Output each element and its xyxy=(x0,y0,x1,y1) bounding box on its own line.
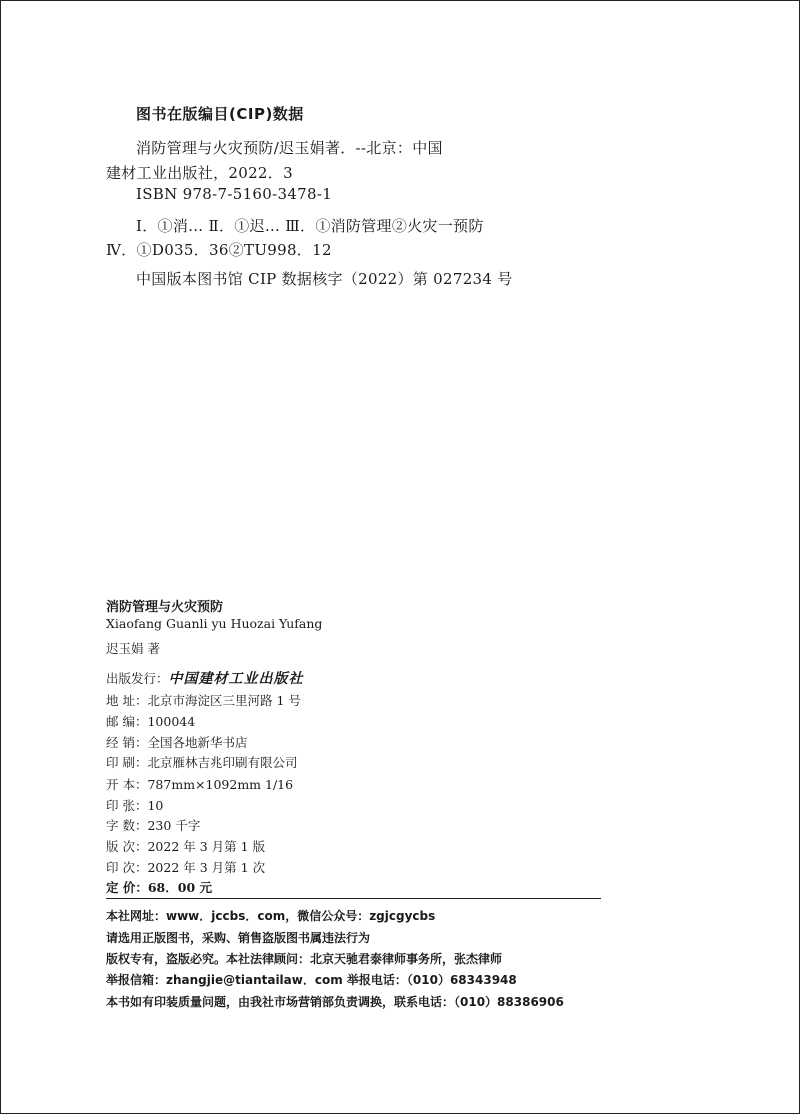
printer-label: 印 刷： xyxy=(106,755,148,770)
format-value: 787mm×1092mm 1/16 xyxy=(147,777,294,792)
cip-citation-line-2: 建材工业出版社，2022．3 xyxy=(106,164,293,182)
printing-label: 印 次： xyxy=(106,860,148,875)
cip-classification-2: Ⅳ．①D035．36②TU998．12 xyxy=(106,241,332,259)
address-label: 地 址： xyxy=(106,693,148,708)
sheets-row xyxy=(106,796,163,814)
report-notice: 举报信箱：zhangjie@tiantailaw．com 举报电话：（010）68343948 xyxy=(106,973,517,987)
publisher-row xyxy=(106,668,304,688)
format-row xyxy=(106,775,293,793)
quality-notice: 本书如有印装质量问题，由我社市场营销部负责调换，联系电话：（010）88386906 xyxy=(106,995,564,1009)
address-value: 北京市海淀区三里河路 1 号 xyxy=(147,693,301,708)
cip-isbn: ISBN 978-7-5160-3478-1 xyxy=(136,185,333,203)
divider-line xyxy=(106,898,601,899)
book-pinyin-title: Xiaofang Guanli yu Huozai Yufang xyxy=(106,616,323,631)
words-label: 字 数： xyxy=(106,818,148,833)
price-row xyxy=(106,878,212,896)
sheets-label: 印 张： xyxy=(106,798,148,813)
edition-value: 2022 年 3 月第 1 版 xyxy=(147,839,266,854)
price-label: 定 价： xyxy=(106,880,148,895)
publisher-logo: 中国建材工业出版社 xyxy=(168,671,304,687)
distributor-value: 全国各地新华书店 xyxy=(147,735,248,750)
sheets-value: 10 xyxy=(147,798,164,813)
format-label: 开 本： xyxy=(106,777,148,792)
printer-value: 北京雁林吉兆印刷有限公司 xyxy=(147,755,298,770)
cip-classification-1: Ⅰ．①消… Ⅱ．①迟… Ⅲ．①消防管理②火灾一预防 xyxy=(136,217,484,235)
words-value: 230 千字 xyxy=(147,818,201,833)
book-title: 消防管理与火灾预防 xyxy=(106,600,224,615)
edition-label: 版 次： xyxy=(106,839,148,854)
distributor-label: 经 销： xyxy=(106,735,148,750)
distributor-row xyxy=(106,733,248,751)
cip-title: 图书在版编目(CIP)数据 xyxy=(136,105,304,123)
printing-value: 2022 年 3 月第 1 次 xyxy=(147,860,266,875)
printer-row xyxy=(106,753,298,771)
copyright-notice: 版权专有，盗版必究。本社法律顾问：北京天驰君泰律师事务所，张杰律师 xyxy=(106,952,503,966)
words-row xyxy=(106,816,200,834)
website-notice: 本社网址：www．jccbs．com，微信公众号：zgjcgycbs xyxy=(106,909,436,923)
price-value: 68．00 元 xyxy=(147,880,213,895)
printing-row xyxy=(106,858,265,876)
cip-record-number: 中国版本图书馆 CIP 数据核字（2022）第 027234 号 xyxy=(136,270,513,288)
postcode-value: 100044 xyxy=(147,714,196,729)
postcode-label: 邮 编： xyxy=(106,714,148,729)
address-row xyxy=(106,691,301,709)
book-author: 迟玉娟 著 xyxy=(106,641,160,656)
edition-row xyxy=(106,837,265,855)
cip-citation-line-1: 消防管理与火灾预防/迟玉娟著．--北京：中国 xyxy=(136,139,443,157)
publisher-label: 出版发行： xyxy=(106,671,169,686)
postcode-row xyxy=(106,712,195,730)
legal-purchase-notice: 请选用正版图书，采购、销售盗版图书属违法行为 xyxy=(106,931,371,945)
